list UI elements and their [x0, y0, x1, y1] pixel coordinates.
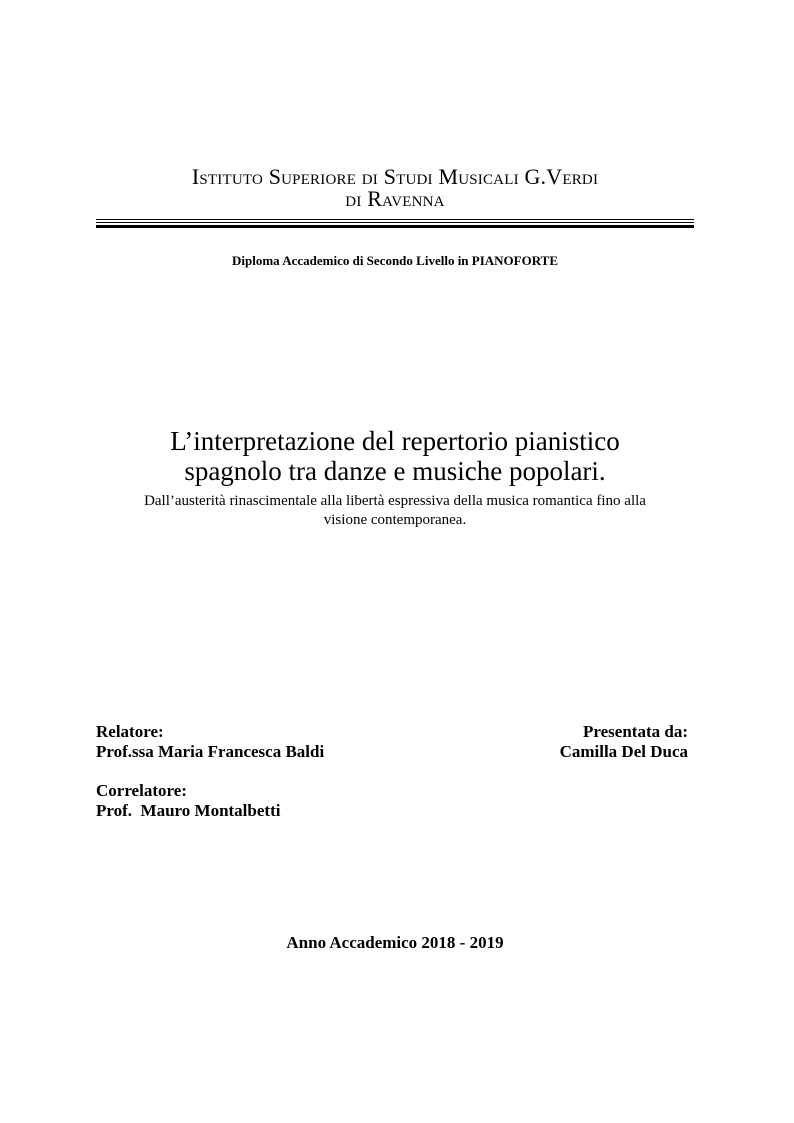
thesis-title-line-2: spagnolo tra danze e musiche popolari.	[184, 456, 606, 486]
header-rule-thin-top	[96, 219, 694, 220]
institute-heading	[96, 166, 694, 210]
thesis-title-line-1: L’interpretazione del repertorio pianistico	[170, 426, 620, 456]
header-rule-thin-middle	[96, 222, 694, 223]
academic-year: Anno Accademico 2018 - 2019	[286, 933, 504, 952]
thesis-title	[96, 426, 694, 486]
thesis-subtitle	[96, 492, 694, 530]
relatore-label: Relatore:	[96, 722, 164, 741]
correlatore-label: Correlatore:	[96, 781, 187, 800]
header-rule-thick	[96, 225, 694, 228]
correlatore-block	[96, 781, 280, 821]
relatore-name: Prof.ssa Maria Francesca Baldi	[96, 742, 325, 761]
presentata-label: Presentata da:	[583, 722, 688, 741]
presentata-name: Camilla Del Duca	[559, 742, 688, 761]
institute-city: di Ravenna	[345, 186, 445, 211]
relatore-block	[96, 722, 324, 762]
diploma-title: Diploma Accademico di Secondo Livello in PIANOFORTE	[232, 253, 558, 268]
thesis-subtitle-line-1: Dall’austerità rinascimentale alla libertà espressiva della musica romantica fino alla	[144, 493, 646, 509]
thesis-subtitle-line-2: visione contemporanea.	[323, 512, 467, 528]
correlatore-name: Prof. Mauro Montalbetti	[96, 801, 281, 820]
institute-name: Istituto Superiore di Studi Musicali G.Verdi	[191, 164, 599, 189]
presentata-block	[560, 722, 688, 762]
